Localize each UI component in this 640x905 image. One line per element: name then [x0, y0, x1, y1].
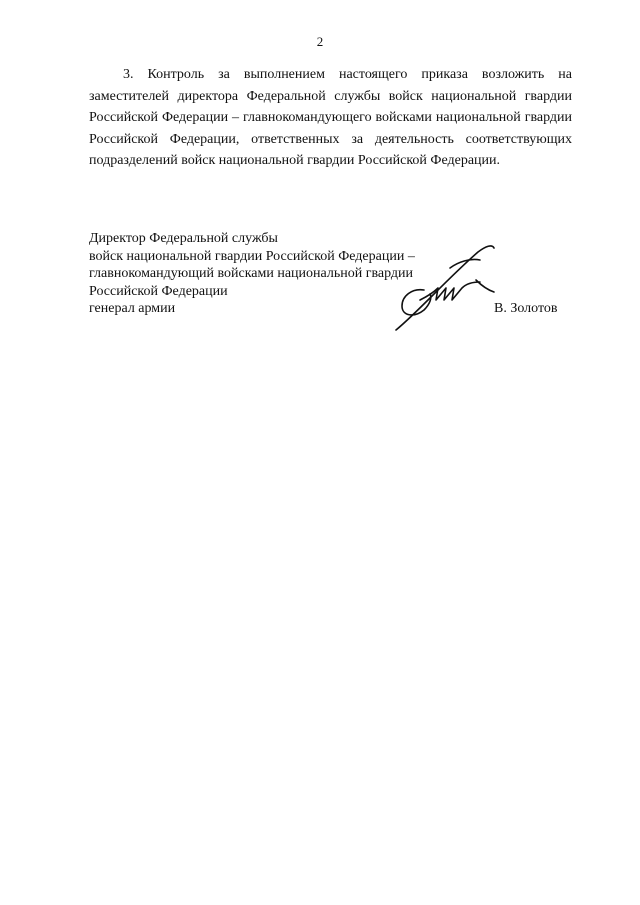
signer-name: В. Золотов: [494, 301, 558, 316]
order-paragraph-3: 3. Контроль за выполнением настоящего приказа возложить на заместителей директора Федеральной службы войск национальной гвардии Российской Федерации – главнокомандующего войсками национальной гвардии Российской Федерации, ответственных за деятельность соответствующих подразделений войск национальной гвардии Российской Федерации.: [89, 67, 572, 168]
handwritten-signature: [390, 238, 500, 334]
signatory-title-line-1: Директор Федеральной службы: [89, 231, 278, 246]
signatory-rank: генерал армии: [89, 301, 176, 316]
signatory-title-line-3: главнокомандующий войсками национальной гвардии: [89, 266, 414, 281]
signatory-title-line-2: войск национальной гвардии Российской Федерации –: [89, 248, 415, 264]
signatory-title-line-4: Российской Федерации: [89, 283, 228, 299]
page-number: 2: [316, 34, 324, 49]
signature-block: [89, 230, 439, 318]
